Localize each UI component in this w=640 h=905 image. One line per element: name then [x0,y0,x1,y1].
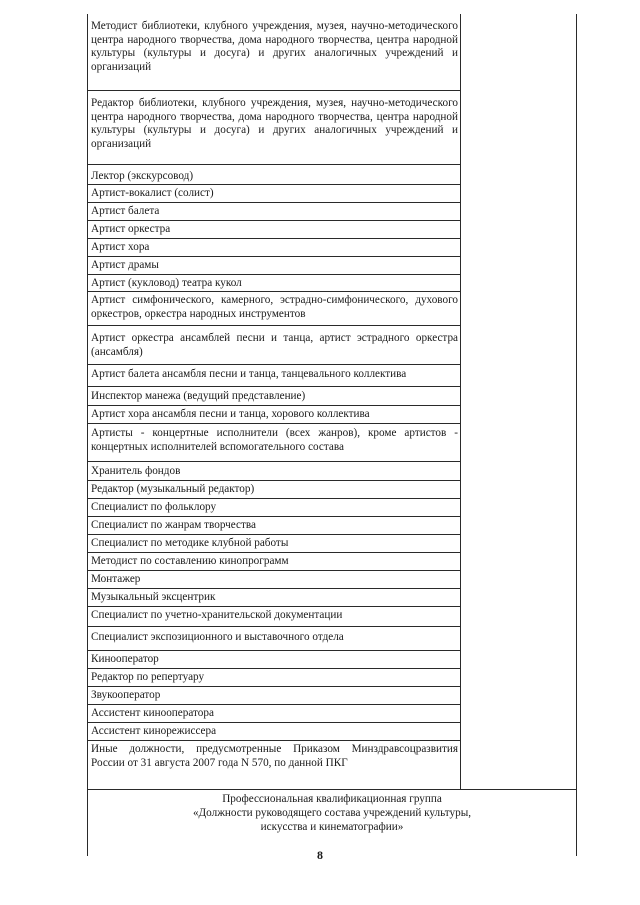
table-row: Артист хора [91,241,150,253]
table-row: Артист оркестра ансамблей песни и танца, артист эстрадного оркестра (ансамбля) [91,332,458,358]
table-row: Специалист по жанрам творчества [91,519,256,531]
row-divider [87,722,461,723]
table-row: Специалист по методике клубной работы [91,537,289,549]
row-divider [87,480,461,481]
row-divider [87,740,461,741]
table-row: Редактор библиотеки, клубного учреждения, музея, научно-методического центра народного творчества, дома народного творчества, центра народной культуры (культуры и досуга) и других аналогичных учреждений и организаций [91,97,458,150]
group-heading-line: Профессиональная квалификационная группа [222,793,442,805]
page-number: 8 [317,848,323,862]
table-row: Хранитель фондов [91,465,181,477]
row-divider [87,650,461,651]
table-row: Специалист по учетно-хранительской документации [91,609,343,621]
table-row: Специалист экспозиционного и выставочного отдела [91,631,344,643]
table-row: Артист-вокалист (солист) [91,187,214,199]
row-divider [87,202,461,203]
qualification-group-heading [88,792,576,834]
row-divider [87,256,461,257]
table-row: Иные должности, предусмотренные Приказом Минздравсоцразвития России от 31 августа 2007 года N 570, по данной ПКГ [91,743,458,769]
group-heading-line: искусства и кинематографии» [260,821,404,833]
table-row: Специалист по фольклору [91,501,217,513]
table-row: Звукооператор [91,689,161,701]
row-divider [87,405,461,406]
row-divider [87,570,461,571]
table-row: Методист библиотеки, клубного учреждения, музея, научно-методического центра народного творчества, дома народного творчества, центра народной культуры (культуры и досуга) и других аналогичных учреждений и организаций [91,20,458,73]
group-heading-line: «Должности руководящего состава учреждений культуры, [192,807,472,819]
row-divider [87,552,461,553]
row-divider [87,626,461,627]
row-divider [87,220,461,221]
row-divider [87,238,461,239]
table-row: Музыкальный эксцентрик [91,591,216,603]
row-divider [87,364,461,365]
row-divider [87,461,461,462]
row-divider [87,164,461,165]
table-border-middle [460,14,461,790]
row-divider [87,291,461,292]
table-row: Артист хора ансамбля песни и танца, хорового коллектива [91,408,370,420]
table-row: Ассистент кинорежиссера [91,725,217,737]
row-divider [87,516,461,517]
table-row: Артист драмы [91,259,159,271]
row-divider [87,90,461,91]
table-row: Артист оркестра [91,223,171,235]
table-row: Артист балета ансамбля песни и танца, танцевального коллектива [91,368,407,380]
table-row: Кинооператор [91,653,159,665]
table-row: Монтажер [91,573,141,585]
row-divider [87,386,461,387]
table-row: Методист по составлению кинопрограмм [91,555,289,567]
table-row: Редактор по репертуару [91,671,205,683]
row-divider [87,325,461,326]
row-divider [87,588,461,589]
table-row: Артисты - концертные исполнители (всех жанров), кроме артистов - концертных исполнителей вспомогательного состава [91,427,458,453]
table-row: Лектор (экскурсовод) [91,170,194,182]
row-divider [87,606,461,607]
table-row: Артист балета [91,205,160,217]
table-row: Инспектор манежа (ведущий представление) [91,390,306,402]
table-row: Ассистент кинооператора [91,707,214,719]
row-divider [87,668,461,669]
row-divider [87,686,461,687]
section-divider [87,789,577,790]
table-row: Артист (кукловод) театра кукол [91,277,242,289]
row-divider [87,184,461,185]
table-border-right [576,14,577,856]
row-divider [87,423,461,424]
row-divider [87,274,461,275]
row-divider [87,498,461,499]
table-row: Редактор (музыкальный редактор) [91,483,255,495]
table-row: Артист симфонического, камерного, эстрадно-симфонического, духового оркестров, оркестра народных инструментов [91,294,458,320]
row-divider [87,704,461,705]
row-divider [87,534,461,535]
